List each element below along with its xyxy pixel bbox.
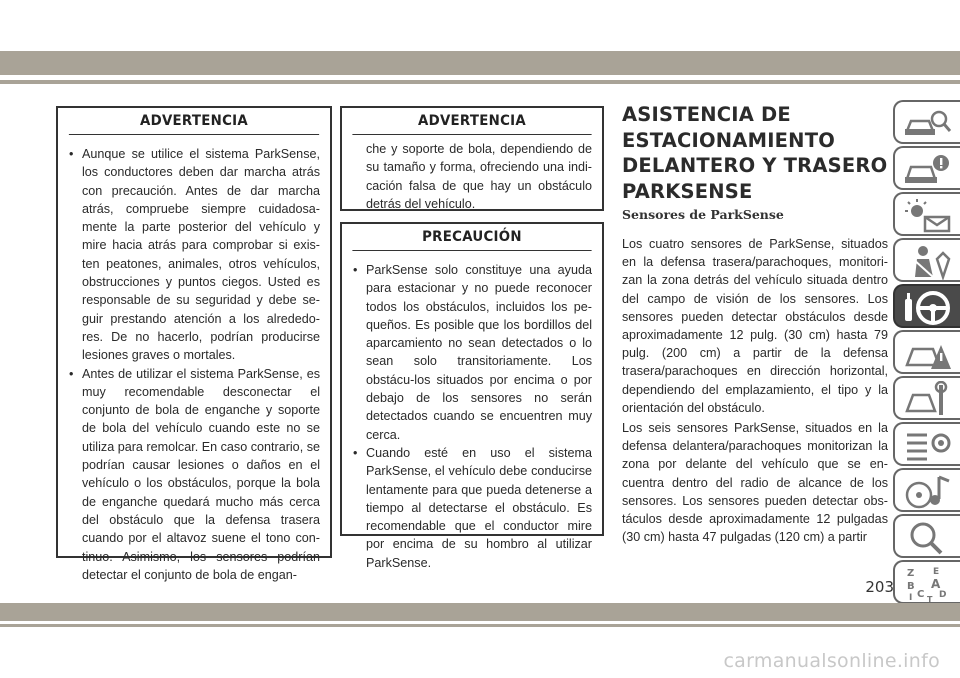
warning-box-2-body [342,135,602,219]
tab-safety[interactable] [893,238,960,282]
alphabet-index-icon [903,565,953,603]
alpha-letter-b: B [907,581,915,592]
multimedia-icon [903,473,953,511]
warning-box-2-header: ADVERTENCIA [352,108,591,135]
warning-lights-icon [903,197,953,235]
warning-box-1 [56,106,332,582]
alpha-letter-t: T [927,595,933,603]
warning-box-2 [340,106,604,211]
footer-band [0,603,960,621]
tab-index-search[interactable] [893,514,960,558]
warning-item-2: • Antes de utilizar el sistema ParkSense, es muy recomendable desconectar el conjunto de bola de enganche y soporte de bola del vehículo cuando este no se utiliza para remolcar. En caso contrario, se podrían causar lesiones o daños en el vehículo o los obstáculos, porque la bola de enganche quedará mucho más cerca del obstáculo que la defensa trasera cuando por el altavoz suene el tono con-tinuo. Asimismo, los sensores podrían detectar el conjunto de bola de engan- [68,365,320,585]
car-search-icon [903,105,953,143]
caution-item-1: • ParkSense solo constituye una ayuda para estacionar y no puede reconocer todos los obstáculos, incluidos los pe-queños. Es posible que los bordillos del aparcamiento no sean detectados o lo sean solo transitoriamente. Los obstácu-los situados por encima o por debajo de los sensores no serán detectados cuando se encuentren muy cerca. [352,261,592,444]
footer-rule [0,624,960,627]
specs-icon [903,427,953,465]
watermark: carmanualsonline.info [723,650,940,672]
page-number: 203 [865,578,894,596]
paragraph-1: Los cuatro sensores de ParkSense, situados en la defensa trasera/parachoques, monitori-zan la zona detrás del vehículo situada dentro del campo de visión de los sensores. Los sensores pueden detectar obstáculos desde aproximadamente 12 pulg. (30 cm) hasta 79 pulg. (200 cm) a partir de la defensa trasera/parachoques en dirección horizontal, dependiendo del emplazamiento, el tipo y la orientación del obstáculo. [622,237,888,415]
steering-wheel-icon [903,289,953,327]
chapter-tabs [893,100,960,606]
tab-car-search[interactable] [893,100,960,144]
alpha-letter-d: D [939,590,947,600]
caution-box-header: PRECAUCIÓN [352,224,591,251]
tab-steering-wheel[interactable] [893,284,960,328]
tab-car-info[interactable] [893,146,960,190]
tab-alphabet-index[interactable] [893,560,960,604]
tab-multimedia[interactable] [893,468,960,512]
caution-item-2: • Cuando esté en uso el sistema ParkSense, el vehículo debe conducirse lentamente para que pueda detenerse a tiempo al detectarse el obstáculo. Es recomendable que el conductor mire por encima de su hombro al utilizar ParkSense. [352,444,592,572]
section-subheading: Sensores de ParkSense [622,207,784,222]
warning-continuation: che y soporte de bola, dependiendo de su tamaño y forma, ofreciendo una indi-cación falsa de que hay un obstáculo detrás del vehículo. [366,142,592,211]
warning-box-1-body [58,135,330,590]
header-band [0,51,960,75]
roadside-icon [903,335,953,373]
paragraph-2: Los seis sensores ParkSense, situados en la defensa delantera/parachoques monitorizan la zona por delante del vehículo que se en-cuentra dentro del radio de alcance de los sensores. Los sensores pueden detectar obs-táculos desde aproximadamente 12 pulgadas (30 cm) hasta 47 pulgadas (120 cm) a partir [622,421,888,545]
service-icon [903,381,953,419]
index-search-icon [903,519,953,557]
alpha-letter-i: I [909,593,913,603]
warning-item-1: • Aunque se utilice el sistema ParkSense, los conductores deben dar marcha atrás con precaución. Antes de dar marcha atrás, compruebe siempre cuidadosa-mente la parte posterior del vehículo y mire hacia atrás para comprobar si exis-ten peatones, animales, otros vehículos, obstrucciones y puntos ciegos. Usted es responsable de su seguridad y debe se-guir prestando atención a los alrededo-res. De no hacerlo, podrían producirse lesiones graves o mortales. [68,145,320,365]
alpha-letter-a: A [931,577,941,591]
alpha-letter-e: E [933,567,940,577]
safety-icon [903,243,953,281]
alpha-letter-c: C [917,589,925,600]
caution-box [340,222,604,570]
warning-box-1-header: ADVERTENCIA [69,108,319,135]
alpha-letter-z: Z [907,568,915,579]
section-title: ASISTENCIA DE ESTACIONAMIENTO DELANTERO Y TRASERO PARKSENSE [622,103,888,203]
tab-roadside[interactable] [893,330,960,374]
header-rule [0,80,960,84]
car-info-icon [903,151,953,189]
tab-service[interactable] [893,376,960,420]
caution-box-body [342,251,602,578]
tab-warning-lights[interactable] [893,192,960,236]
tab-specs[interactable] [893,422,960,466]
